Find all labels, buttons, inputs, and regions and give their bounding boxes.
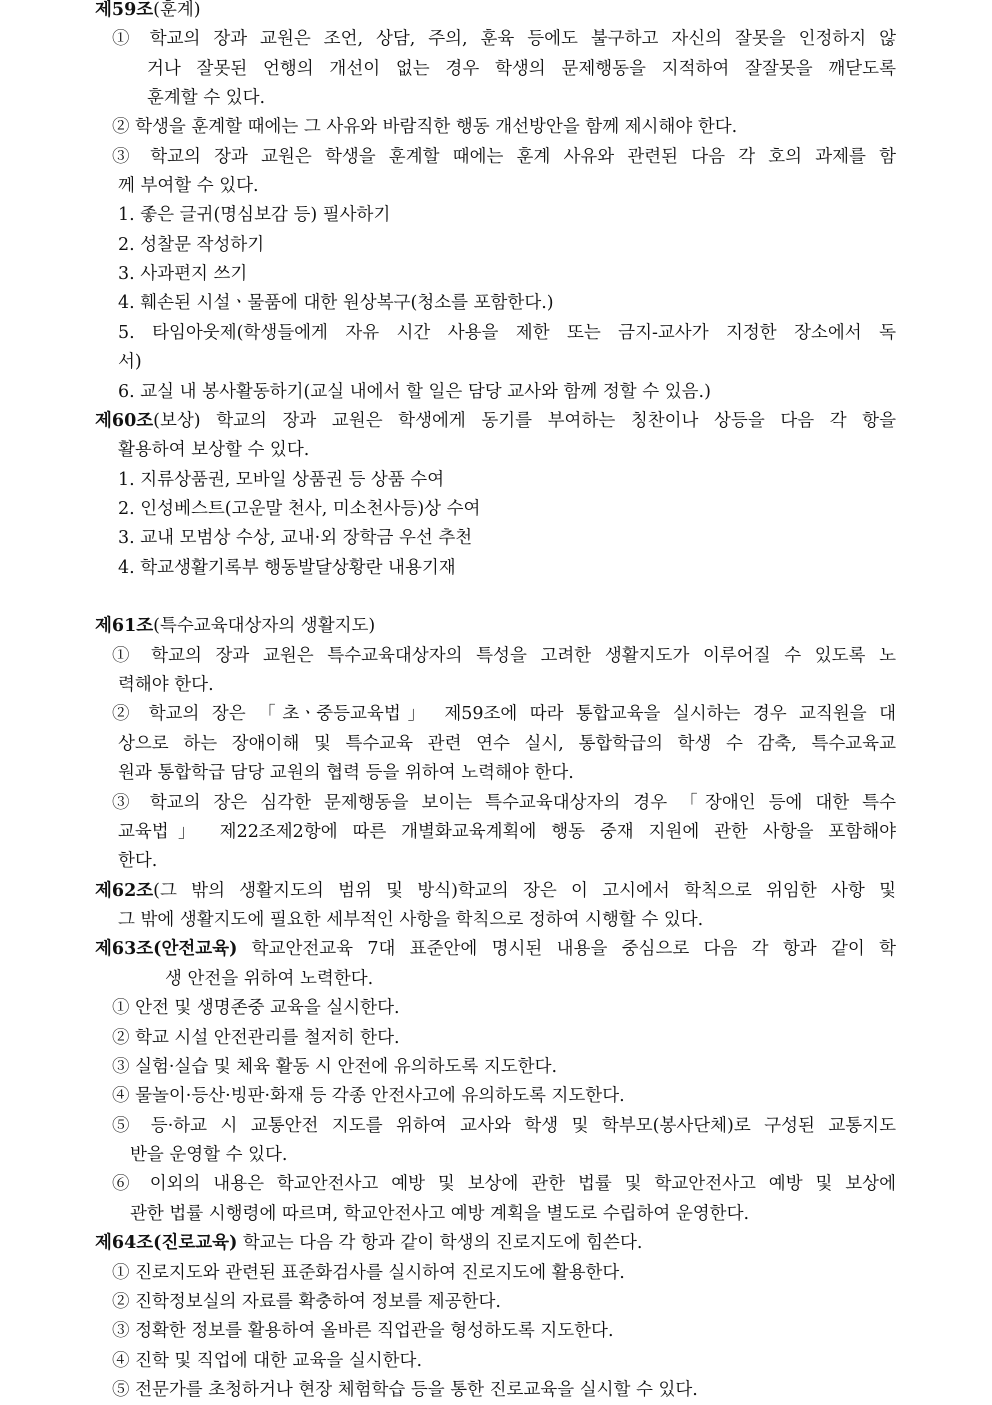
article-64-heading — [95, 1229, 642, 1258]
list-item: 3. 사과편지 쓰기 — [118, 264, 248, 284]
list-item: 5. 타임아웃제(학생들에게 자유 시간 사용을 제한 또는 금지-교사가 지정한 장소에서 독 — [118, 323, 896, 343]
list-item: ⑤ 전문가를 초청하거나 현장 체험학습 등을 통한 진로교육을 실시할 수 있다. — [112, 1380, 698, 1400]
article-text: 학교안전교육 7대 표준안에 명시된 내용을 중심으로 다음 각 항과 같이 학 — [237, 939, 896, 959]
paragraph-line: 그 밖에 생활지도에 필요한 세부적인 사항을 학칙으로 정하여 시행할 수 있다. — [118, 910, 704, 930]
list-item: 서) — [118, 352, 142, 372]
paragraph-line: 거나 잘못된 언행의 개선이 없는 경우 학생의 문제행동을 지적하여 잘잘못을 깨닫도록 — [147, 59, 896, 79]
list-item: ④ 진학 및 직업에 대한 교육을 실시한다. — [112, 1351, 423, 1371]
list-item: 2. 인성베스트(고운말 천사, 미소천사등)상 수여 — [118, 499, 481, 519]
paragraph-line: ② 학교의 장은 「초ㆍ중등교육법」 제59조에 따라 통합교육을 실시하는 경우 교직원을 대 — [112, 704, 896, 724]
paragraph-line: ⑥ 이외의 내용은 학교안전사고 예방 및 보상에 관한 법률 및 학교안전사고 예방 및 보상에 — [112, 1174, 896, 1194]
list-item: ③ 정확한 정보를 활용하여 올바른 직업관을 형성하도록 지도한다. — [112, 1321, 614, 1341]
paragraph-line: ① 학교의 장과 교원은 특수교육대상자의 특성을 고려한 생활지도가 이루어질 수 있도록 노 — [112, 646, 896, 666]
article-number: 제60조 — [95, 411, 154, 431]
paragraph-line: 교육법」 제22조제2항에 따른 개별화교육계획에 행동 중재 지원에 관한 사항을 포함해야 — [118, 822, 896, 842]
paragraph-line: 반을 운영할 수 있다. — [130, 1145, 288, 1165]
article-61-heading — [95, 612, 375, 641]
article-number: 제64조(진로교육) — [95, 1233, 238, 1253]
list-item: ④ 물놀이·등산·빙판·화재 등 각종 안전사고에 유의하도록 지도한다. — [112, 1086, 625, 1106]
article-number: 제63조(안전교육) — [95, 939, 238, 959]
article-59-heading — [95, 0, 201, 25]
paragraph-line: 께 부여할 수 있다. — [118, 176, 259, 196]
article-text: (보상) 학교의 장과 교원은 학생에게 동기를 부여하는 칭찬이나 상등을 다음 각 항을 — [153, 411, 896, 431]
article-62-heading — [95, 877, 896, 906]
paragraph-line: 한다. — [118, 851, 158, 871]
list-item: 4. 학교생활기록부 행동발달상황란 내용기재 — [118, 558, 456, 578]
article-title: (훈계) — [153, 0, 201, 20]
paragraph-line: 관한 법률 시행령에 따르며, 학교안전사고 예방 계획을 별도로 수립하여 운영한다. — [130, 1204, 750, 1224]
paragraph-line: 상으로 하는 장애이해 및 특수교육 관련 연수 실시, 통합학급의 학생 수 감축, 특수교육교 — [118, 734, 896, 754]
paragraph-line: 원과 통합학급 담당 교원의 협력 등을 위하여 노력해야 한다. — [118, 763, 574, 783]
article-number: 제59조 — [95, 0, 154, 20]
list-item: ① 안전 및 생명존중 교육을 실시한다. — [112, 998, 400, 1018]
paragraph-line: 생 안전을 위하여 노력한다. — [165, 969, 374, 989]
paragraph-line: ③ 학교의 장은 심각한 문제행동을 보이는 특수교육대상자의 경우 「장애인 등에 대한 특수 — [112, 793, 896, 813]
list-item: ③ 실험·실습 및 체육 활동 시 안전에 유의하도록 지도한다. — [112, 1057, 558, 1077]
article-number: 제62조 — [95, 881, 154, 901]
list-item: 1. 좋은 글귀(명심보감 등) 필사하기 — [118, 205, 391, 225]
paragraph-line: 훈계할 수 있다. — [147, 88, 266, 108]
list-item: ② 진학정보실의 자료를 확충하여 정보를 제공한다. — [112, 1292, 501, 1312]
article-63-heading — [95, 935, 896, 964]
list-item: ① 진로지도와 관련된 표준화검사를 실시하여 진로지도에 활용한다. — [112, 1263, 625, 1283]
list-item: ② 학교 시설 안전관리를 철저히 한다. — [112, 1028, 400, 1048]
article-60-heading — [95, 407, 896, 436]
article-title: (특수교육대상자의 생활지도) — [153, 616, 376, 636]
paragraph-line: ① 학교의 장과 교원은 조언, 상담, 주의, 훈육 등에도 불구하고 자신의 잘못을 인정하지 않 — [112, 29, 896, 49]
paragraph-line: ② 학생을 훈계할 때에는 그 사유와 바람직한 행동 개선방안을 함께 제시해야 한다. — [112, 117, 738, 137]
article-number: 제61조 — [95, 616, 154, 636]
paragraph-line: ③ 학교의 장과 교원은 학생을 훈계할 때에는 훈계 사유와 관련된 다음 각 호의 과제를 함 — [112, 147, 896, 167]
list-item: 2. 성찰문 작성하기 — [118, 235, 265, 255]
list-item: 3. 교내 모범상 수상, 교내·외 장학금 우선 추천 — [118, 528, 473, 548]
article-text: (그 밖의 생활지도의 범위 및 방식)학교의 장은 이 고시에서 학칙으로 위임한 사항 및 — [153, 881, 896, 901]
list-item: 4. 훼손된 시설ㆍ물품에 대한 원상복구(청소를 포함한다.) — [118, 293, 554, 313]
paragraph-line: 력해야 한다. — [118, 675, 214, 695]
paragraph-line: ⑤ 등·하교 시 교통안전 지도를 위하여 교사와 학생 및 학부모(봉사단체)로 구성된 교통지도 — [112, 1116, 896, 1136]
list-item: 1. 지류상품권, 모바일 상품권 등 상품 수여 — [118, 470, 445, 490]
list-item: 6. 교실 내 봉사활동하기(교실 내에서 할 일은 담당 교사와 함께 정할 수 있음.) — [118, 382, 711, 402]
article-text: 학교는 다음 각 항과 같이 학생의 진로지도에 힘쓴다. — [237, 1233, 643, 1253]
paragraph-line: 활용하여 보상할 수 있다. — [118, 440, 310, 460]
